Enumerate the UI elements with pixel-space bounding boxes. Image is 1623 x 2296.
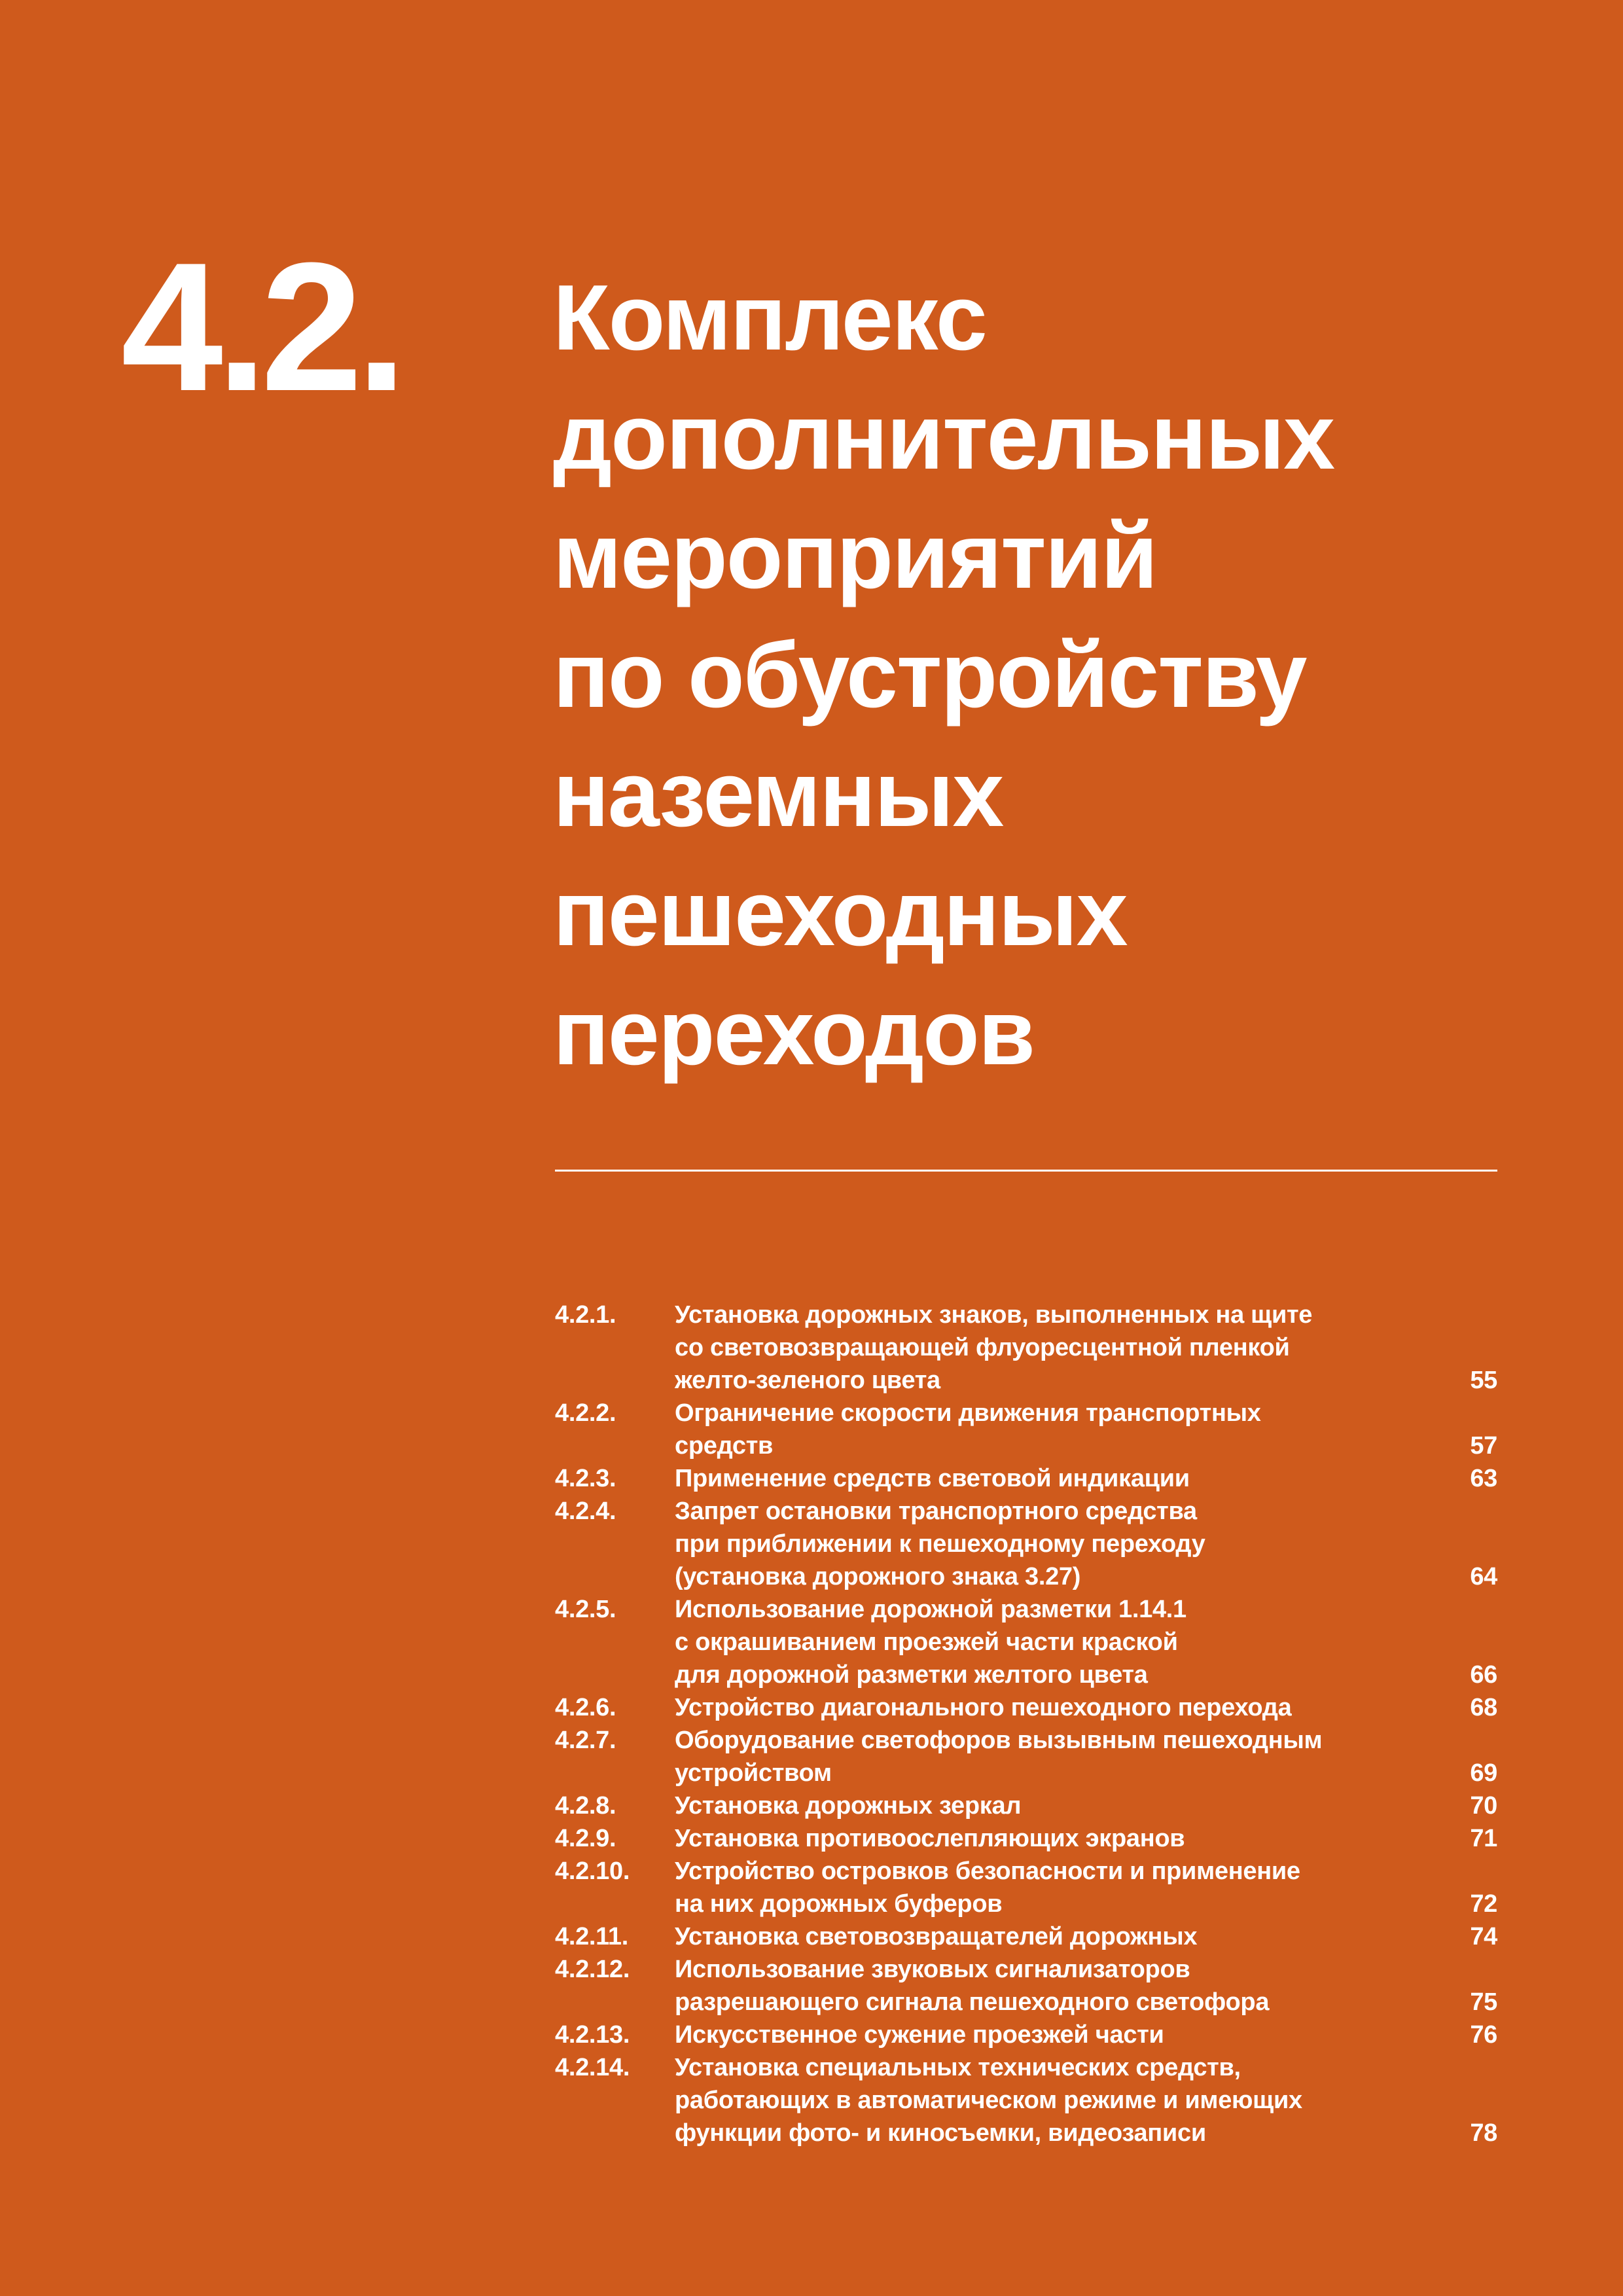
toc-entry-title-line: разрешающего сигнала пешеходного светофора bbox=[675, 1988, 1270, 2016]
section-title-line: дополнительных bbox=[553, 385, 1334, 489]
section-title-line: по обустройству bbox=[553, 623, 1306, 727]
toc-entry-title-line: желто-зеленого цвета bbox=[675, 1367, 940, 1394]
toc-entry[interactable] bbox=[555, 1691, 1497, 1724]
toc-entry-title-line: Устройство диагонального пешеходного перехода bbox=[675, 1694, 1292, 1721]
toc-entry-number: 4.2.7. bbox=[555, 1727, 616, 1754]
toc-entry[interactable] bbox=[555, 2018, 1497, 2051]
toc-entry-page-number: 70 bbox=[1470, 1792, 1497, 1820]
toc-entry-title-line: для дорожной разметки желтого цвета bbox=[675, 1661, 1148, 1689]
toc-entry[interactable] bbox=[555, 1593, 1497, 1691]
toc-entry-page-number: 75 bbox=[1470, 1988, 1497, 2016]
toc-entry-title-line: работающих в автоматическом режиме и имеющих bbox=[675, 2087, 1302, 2114]
toc-entry-page-number: 66 bbox=[1470, 1661, 1497, 1689]
toc-entry-title bbox=[675, 1691, 1438, 1724]
toc-entry-title-line: Использование звуковых сигнализаторов bbox=[675, 1956, 1190, 1983]
section-title-line: мероприятий bbox=[553, 504, 1157, 608]
toc-entry-page-number: 68 bbox=[1470, 1694, 1497, 1721]
toc-entry-number: 4.2.9. bbox=[555, 1825, 616, 1852]
toc-entry-number: 4.2.5. bbox=[555, 1596, 616, 1623]
toc-entry-title-line: средств bbox=[675, 1432, 774, 1460]
toc-entry-page-number: 72 bbox=[1470, 1890, 1497, 1918]
toc-entry[interactable] bbox=[555, 1789, 1497, 1822]
toc-entry-page-number: 76 bbox=[1470, 2021, 1497, 2049]
toc-entry-title-line: Ограничение скорости движения транспортных bbox=[675, 1399, 1261, 1427]
toc-entry-title bbox=[675, 1724, 1438, 1789]
toc-entry-title-line: Устройство островков безопасности и применение bbox=[675, 1857, 1300, 1885]
toc-entry-page-number: 64 bbox=[1470, 1563, 1497, 1590]
toc-entry-page-number: 71 bbox=[1470, 1825, 1497, 1852]
toc-entry[interactable] bbox=[555, 1462, 1497, 1495]
toc-entry-page-number: 74 bbox=[1470, 1923, 1497, 1950]
toc-entry-title bbox=[675, 1855, 1438, 1920]
toc-entry-title bbox=[675, 1462, 1438, 1495]
toc-entry-number: 4.2.8. bbox=[555, 1792, 616, 1820]
toc-entry[interactable] bbox=[555, 1822, 1497, 1855]
toc-entry-title bbox=[675, 2018, 1438, 2051]
divider bbox=[555, 1170, 1497, 1172]
toc-entry[interactable] bbox=[555, 2051, 1497, 2149]
section-number: 4.2. bbox=[121, 225, 401, 429]
toc-entry-number: 4.2.6. bbox=[555, 1694, 616, 1721]
section-title-line: наземных bbox=[553, 742, 1003, 846]
toc-entry-page-number: 57 bbox=[1470, 1432, 1497, 1460]
toc-entry-title-line: (установка дорожного знака 3.27) bbox=[675, 1563, 1081, 1590]
toc-entry[interactable] bbox=[555, 1953, 1497, 2018]
toc-entry-number: 4.2.4. bbox=[555, 1498, 616, 1525]
toc-entry-title-line: функции фото- и киносъемки, видеозаписи bbox=[675, 2119, 1206, 2147]
toc-entry-title-line: Искусственное сужение проезжей части bbox=[675, 2021, 1164, 2049]
toc-entry-title-line: Установка специальных технических средств, bbox=[675, 2054, 1241, 2081]
toc-entry[interactable] bbox=[555, 1397, 1497, 1462]
toc-entry-title-line: Установка дорожных знаков, выполненных на щите bbox=[675, 1301, 1313, 1329]
toc-entry-number: 4.2.12. bbox=[555, 1956, 630, 1983]
table-of-contents bbox=[555, 1299, 1497, 2149]
toc-entry-title-line: Запрет остановки транспортного средства bbox=[675, 1498, 1197, 1525]
section-title-line: переходов bbox=[553, 980, 1035, 1085]
toc-entry-title bbox=[675, 1920, 1438, 1953]
section-title bbox=[553, 259, 1535, 1092]
toc-entry-title bbox=[675, 1593, 1438, 1691]
toc-entry-title-line: Установка дорожных зеркал bbox=[675, 1792, 1022, 1820]
toc-entry-page-number: 55 bbox=[1470, 1367, 1497, 1394]
toc-entry[interactable] bbox=[555, 1855, 1497, 1920]
toc-entry-number: 4.2.1. bbox=[555, 1301, 616, 1329]
toc-entry-page-number: 78 bbox=[1470, 2119, 1497, 2147]
toc-entry-title-line: устройством bbox=[675, 1759, 832, 1787]
toc-entry-page-number: 63 bbox=[1470, 1465, 1497, 1492]
toc-entry-number: 4.2.13. bbox=[555, 2021, 630, 2049]
toc-entry-title bbox=[675, 1822, 1438, 1855]
toc-entry[interactable] bbox=[555, 1299, 1497, 1397]
section-title-line: Комплекс bbox=[553, 266, 986, 370]
toc-entry[interactable] bbox=[555, 1920, 1497, 1953]
section-title-line: пешеходных bbox=[553, 861, 1127, 965]
toc-entry-page-number: 69 bbox=[1470, 1759, 1497, 1787]
toc-entry-title-line: на них дорожных буферов bbox=[675, 1890, 1003, 1918]
toc-entry-title-line: Применение средств световой индикации bbox=[675, 1465, 1190, 1492]
toc-entry-title bbox=[675, 1953, 1438, 2018]
toc-entry-title-line: Использование дорожной разметки 1.14.1 bbox=[675, 1596, 1186, 1623]
toc-entry-title bbox=[675, 1397, 1438, 1462]
toc-entry-number: 4.2.10. bbox=[555, 1857, 630, 1885]
toc-entry-title-line: Установка противоослепляющих экранов bbox=[675, 1825, 1185, 1852]
toc-entry[interactable] bbox=[555, 1724, 1497, 1789]
toc-entry-number: 4.2.14. bbox=[555, 2054, 630, 2081]
toc-entry-title-line: при приближении к пешеходному переходу bbox=[675, 1530, 1205, 1558]
toc-entry-title bbox=[675, 1299, 1438, 1397]
toc-entry-title-line: Установка световозвращателей дорожных bbox=[675, 1923, 1198, 1950]
toc-entry-number: 4.2.3. bbox=[555, 1465, 616, 1492]
toc-entry-title-line: со световозвращающей флуоресцентной пленкой bbox=[675, 1334, 1290, 1361]
toc-entry-title bbox=[675, 1495, 1438, 1593]
toc-entry-title-line: Оборудование светофоров вызывным пешеходным bbox=[675, 1727, 1323, 1754]
toc-entry-number: 4.2.11. bbox=[555, 1923, 629, 1950]
toc-entry-title bbox=[675, 2051, 1438, 2149]
toc-entry-title bbox=[675, 1789, 1438, 1822]
toc-entry-number: 4.2.2. bbox=[555, 1399, 616, 1427]
toc-entry-title-line: с окрашиванием проезжей части краской bbox=[675, 1628, 1178, 1656]
toc-entry[interactable] bbox=[555, 1495, 1497, 1593]
